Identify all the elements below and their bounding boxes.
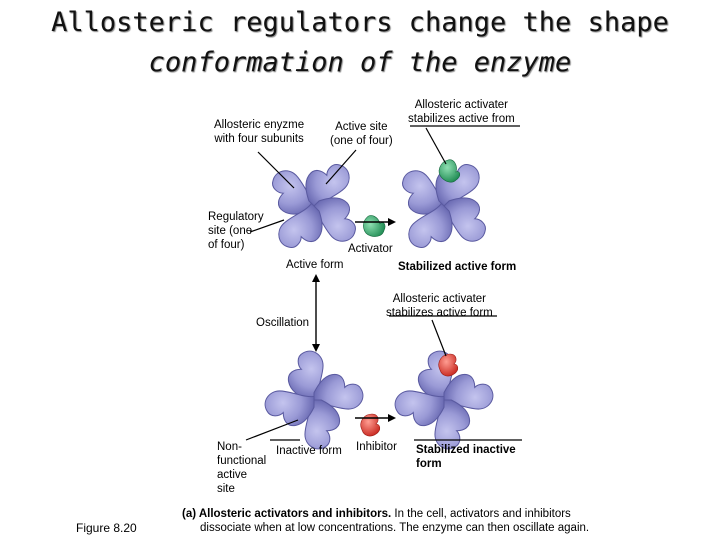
label-nonfunctional-site: Non- functional active site xyxy=(217,441,267,495)
caption-line-1 xyxy=(182,507,571,521)
label-oscillation: Oscillation xyxy=(256,317,310,329)
arrow-head-oscillation-up xyxy=(312,274,320,282)
label-activater-mid: Allosteric activater stabilizes active form xyxy=(386,293,493,319)
caption-text: In the cell, activators and inhibitors xyxy=(391,508,571,520)
caption-line-2: dissociate when at low concentrations. The enzyme can then oscillate again. xyxy=(200,522,590,534)
activator-molecule xyxy=(359,211,388,241)
label-allosteric-enzyme: Allosteric enyzme with four subunits xyxy=(214,119,305,145)
label-activator: Activator xyxy=(348,243,393,255)
label-inhibitor: Inhibitor xyxy=(356,441,397,453)
arrow-head-inhibitor xyxy=(388,414,396,422)
label-active-form: Active form xyxy=(286,259,344,271)
caption-heading: (a) Allosteric activators and inhibitors. xyxy=(182,508,392,520)
bound-inhibitor-molecule xyxy=(439,354,458,376)
slide-title-line-1: Allosteric regulators change the shape xyxy=(51,7,669,38)
slide-title-line-2: conformation of the enzyme xyxy=(148,47,572,78)
enzyme-active-form xyxy=(273,165,356,248)
label-stabilized-inactive-form: Stabilized inactive form xyxy=(416,444,516,470)
figure-number: Figure 8.20 xyxy=(76,521,137,535)
label-regulatory-site: Regulatory site (one of four) xyxy=(208,211,264,251)
arrow-head-oscillation-down xyxy=(312,344,320,352)
label-stabilized-active-form: Stabilized active form xyxy=(398,261,517,273)
label-active-site: Active site (one of four) xyxy=(330,121,393,147)
label-activater-top: Allosteric activater stabilizes active from xyxy=(408,99,515,125)
label-inactive-form: Inactive form xyxy=(276,445,342,457)
arrow-head-activator xyxy=(388,218,396,226)
